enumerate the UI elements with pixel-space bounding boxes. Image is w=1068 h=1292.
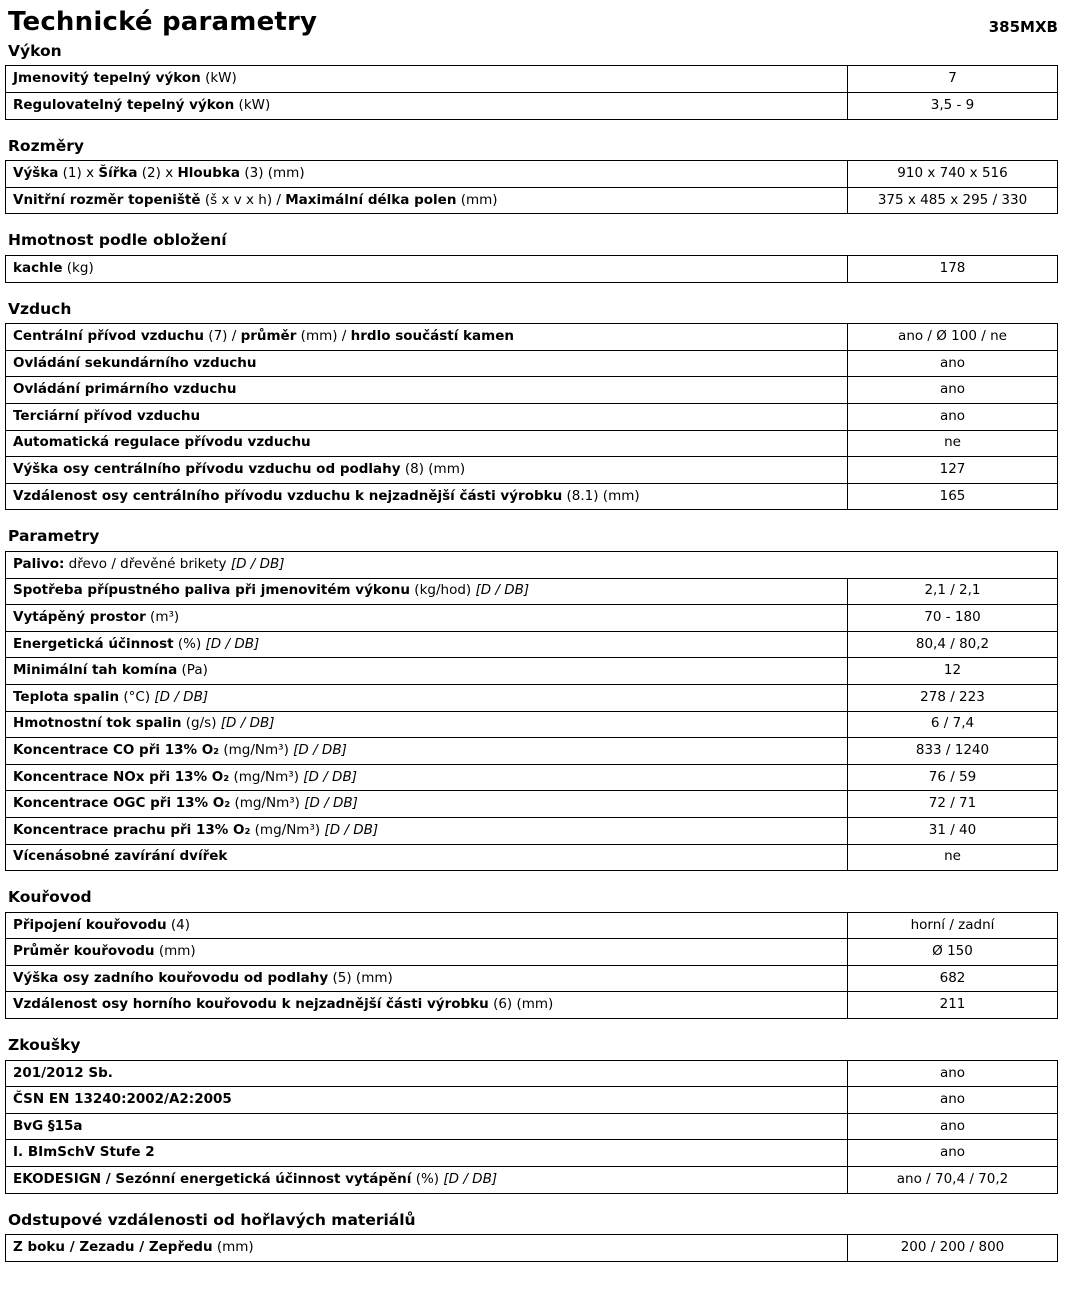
table-row: [6, 631, 1057, 658]
section-title: Kouřovod: [8, 888, 92, 907]
table-row: [6, 604, 1057, 631]
row-value: 910 x 740 x 516: [847, 161, 1057, 187]
table-row: [6, 456, 1057, 483]
row-value: 165: [847, 484, 1057, 510]
spec-table: [5, 160, 1058, 214]
label-segment: I. BImSchV Stufe 2: [13, 1144, 155, 1161]
label-segment: [D / DB]: [293, 742, 347, 758]
spec-table: [5, 255, 1058, 283]
row-value: 7: [847, 66, 1057, 92]
table-row: [6, 1113, 1057, 1140]
label-segment: Automatická regulace přívodu vzduchu: [13, 434, 311, 451]
row-label: [6, 256, 847, 282]
table-row: [6, 1166, 1057, 1193]
label-segment: (%): [173, 635, 206, 652]
row-value: ano: [847, 377, 1057, 403]
row-value: 70 - 180: [847, 605, 1057, 631]
row-label: [6, 712, 847, 738]
row-value: ne: [847, 431, 1057, 457]
row-value: ano / Ø 100 / ne: [847, 324, 1057, 350]
section-title: Hmotnost podle obložení: [8, 231, 227, 250]
label-segment: dřevo / dřevěné brikety: [64, 555, 231, 572]
row-label: [6, 992, 847, 1018]
label-segment: (mg/Nm³): [219, 742, 294, 758]
label-segment: (kW): [234, 96, 271, 113]
table-row: [6, 991, 1057, 1018]
row-label: [6, 377, 847, 403]
row-label: [6, 818, 847, 844]
label-segment: [D / DB]: [220, 715, 275, 732]
label-segment: (g/s): [181, 715, 221, 732]
spec-sections: [5, 42, 1058, 1262]
spec-table: [5, 1060, 1058, 1194]
row-value: ano: [847, 1140, 1057, 1166]
section-title: Parametry: [8, 527, 100, 546]
row-label: [6, 66, 847, 92]
spec-table: [5, 65, 1058, 119]
label-segment: hrdlo součástí kamen: [350, 328, 514, 345]
section-title: Zkoušky: [8, 1036, 81, 1055]
label-segment: Ovládání sekundárního vzduchu: [13, 354, 257, 371]
row-label: [6, 351, 847, 377]
row-label: [6, 791, 847, 817]
label-segment: (m³): [145, 609, 180, 626]
row-label: [6, 161, 847, 187]
label-segment: Maximální délka polen: [285, 191, 457, 208]
section-title: Výkon: [8, 41, 62, 60]
label-segment: [D / DB]: [475, 582, 530, 599]
label-segment: BvG §15a: [13, 1117, 83, 1134]
row-value: 178: [847, 256, 1057, 282]
table-row: [6, 483, 1057, 510]
table-row: [6, 965, 1057, 992]
row-value: 127: [847, 457, 1057, 483]
row-value: 76 / 59: [847, 765, 1057, 791]
label-segment: [D / DB]: [443, 1170, 498, 1187]
label-segment: Vytápěný prostor: [13, 609, 146, 626]
label-segment: (kg): [62, 259, 94, 276]
label-segment: Výška osy zadního kouřovodu od podlahy: [13, 969, 329, 986]
label-segment: Koncentrace OGC při 13% O₂: [13, 795, 231, 812]
section-title: Vzduch: [8, 299, 72, 318]
spec-section: [5, 527, 1058, 871]
label-segment: (mg/Nm³): [229, 768, 304, 785]
table-row: [6, 913, 1057, 939]
table-row: [6, 578, 1057, 605]
spec-table: [5, 1234, 1058, 1262]
row-label: [6, 845, 847, 871]
label-segment: (3) (mm): [240, 165, 305, 182]
row-value: horní / zadní: [847, 913, 1057, 939]
label-segment: [D / DB]: [324, 821, 379, 838]
table-row: [6, 938, 1057, 965]
row-label: [6, 966, 847, 992]
label-segment: (mm): [212, 1239, 254, 1256]
row-label: [6, 431, 847, 457]
spec-table: [5, 912, 1058, 1019]
row-value: ano: [847, 404, 1057, 430]
spec-section: [5, 137, 1058, 215]
row-value: 375 x 485 x 295 / 330: [847, 188, 1057, 214]
table-row: [6, 376, 1057, 403]
row-label: [6, 579, 847, 605]
label-segment: ČSN EN 13240:2002/A2:2005: [13, 1091, 232, 1108]
label-segment: Koncentrace CO při 13% O₂: [13, 742, 220, 758]
label-segment: (°C): [119, 688, 155, 705]
label-segment: [D / DB]: [205, 635, 260, 652]
spec-section: [5, 42, 1058, 120]
label-segment: Ovládání primárního vzduchu: [13, 381, 237, 398]
table-row: [6, 684, 1057, 711]
label-segment: Terciární přívod vzduchu: [13, 407, 201, 424]
table-row: [6, 844, 1057, 871]
table-row: [6, 187, 1057, 214]
label-segment: [D / DB]: [230, 555, 285, 572]
label-segment: Hmotnostní tok spalin: [13, 715, 182, 732]
label-segment: [D / DB]: [303, 768, 357, 785]
label-segment: EKODESIGN / Sezónní energetická účinnost vytápění: [13, 1170, 412, 1187]
table-row: [6, 1139, 1057, 1166]
row-value: 31 / 40: [847, 818, 1057, 844]
model-number: 385MXB: [988, 17, 1058, 36]
label-segment: Průměr kouřovodu: [13, 943, 155, 960]
table-row: [6, 817, 1057, 844]
row-label: [6, 632, 847, 658]
label-segment: Vnitřní rozměr topeniště: [13, 191, 201, 208]
label-segment: (š x v x h) /: [200, 191, 286, 208]
row-label: [6, 913, 847, 939]
label-segment: Z boku / Zezadu / Zepředu: [13, 1239, 213, 1256]
table-row: [6, 350, 1057, 377]
row-value: 6 / 7,4: [847, 712, 1057, 738]
table-row: [6, 1235, 1057, 1261]
label-segment: Připojení kouřovodu: [13, 916, 167, 933]
table-row: [6, 1061, 1057, 1087]
spec-table: [5, 323, 1058, 510]
table-row: [6, 737, 1057, 764]
row-value: ano: [847, 351, 1057, 377]
label-segment: Palivo:: [13, 555, 65, 572]
label-segment: Jmenovitý tepelný výkon: [13, 70, 201, 87]
row-label: [6, 552, 1057, 578]
spec-section: [5, 888, 1058, 1019]
row-value: 200 / 200 / 800: [847, 1235, 1057, 1261]
row-value: 12: [847, 658, 1057, 684]
row-label: [6, 605, 847, 631]
label-segment: Spotřeba přípustného paliva při jmenovitém výkonu: [13, 582, 411, 599]
label-segment: (Pa): [177, 662, 208, 679]
label-segment: Regulovatelný tepelný výkon: [13, 96, 235, 113]
label-segment: (5) (mm): [328, 969, 393, 986]
row-label: [6, 1235, 847, 1261]
label-segment: 201/2012 Sb.: [13, 1064, 113, 1081]
row-value: 3,5 - 9: [847, 93, 1057, 119]
page-title: Technické parametry: [8, 7, 318, 37]
row-label: [6, 1167, 847, 1193]
label-segment: Výška osy centrálního přívodu vzduchu od podlahy: [13, 461, 401, 478]
label-segment: (mm): [456, 191, 498, 208]
row-value: 833 / 1240: [847, 738, 1057, 764]
row-value: 80,4 / 80,2: [847, 632, 1057, 658]
table-row: [6, 256, 1057, 282]
row-value: 211: [847, 992, 1057, 1018]
label-segment: (kW): [200, 70, 237, 87]
row-value: 682: [847, 966, 1057, 992]
row-label: [6, 1114, 847, 1140]
label-segment: Energetická účinnost: [13, 635, 174, 652]
section-title: Rozměry: [8, 136, 85, 155]
table-row: [6, 324, 1057, 350]
row-value: 72 / 71: [847, 791, 1057, 817]
row-label: [6, 188, 847, 214]
spec-section: [5, 300, 1058, 511]
label-segment: Výška: [13, 165, 59, 182]
table-row: [6, 92, 1057, 119]
table-row: [6, 552, 1057, 578]
table-row: [6, 790, 1057, 817]
table-row: [6, 66, 1057, 92]
row-label: [6, 939, 847, 965]
label-segment: (6) (mm): [488, 996, 554, 1013]
label-segment: Vzdálenost osy horního kouřovodu k nejzadnější části výrobku: [13, 996, 489, 1013]
label-segment: Koncentrace prachu při 13% O₂: [13, 821, 251, 838]
label-segment: (mm) /: [296, 328, 351, 345]
spec-section: [5, 231, 1058, 282]
label-segment: [D / DB]: [304, 795, 358, 812]
row-value: ano: [847, 1114, 1057, 1140]
document-header: [5, 8, 1058, 38]
row-label: [6, 93, 847, 119]
table-row: [6, 1086, 1057, 1113]
label-segment: (mm): [154, 943, 196, 960]
label-segment: (2) x: [137, 165, 178, 182]
table-row: [6, 403, 1057, 430]
label-segment: Vícenásobné zavírání dvířek: [13, 848, 228, 865]
label-segment: Hloubka: [177, 165, 241, 182]
label-segment: Vzdálenost osy centrálního přívodu vzduchu k nejzadnější části výrobku: [13, 487, 563, 504]
table-row: [6, 711, 1057, 738]
label-segment: (4): [166, 916, 191, 933]
label-segment: kachle: [13, 259, 63, 276]
spec-table: [5, 551, 1058, 871]
label-segment: průměr: [240, 328, 297, 345]
label-segment: (mg/Nm³): [250, 821, 325, 838]
label-segment: Šířka: [98, 165, 138, 182]
label-segment: Minimální tah komína: [13, 662, 178, 679]
label-segment: (7) /: [204, 328, 241, 345]
row-label: [6, 658, 847, 684]
row-label: [6, 404, 847, 430]
label-segment: Teplota spalin: [13, 688, 120, 705]
row-value: ano / 70,4 / 70,2: [847, 1167, 1057, 1193]
spec-section: [5, 1211, 1058, 1262]
row-label: [6, 1140, 847, 1166]
row-label: [6, 324, 847, 350]
table-row: [6, 657, 1057, 684]
row-label: [6, 1087, 847, 1113]
row-label: [6, 457, 847, 483]
row-value: 2,1 / 2,1: [847, 579, 1057, 605]
row-value: ne: [847, 845, 1057, 871]
label-segment: (8) (mm): [400, 461, 466, 478]
label-segment: [D / DB]: [154, 688, 209, 705]
label-segment: (1) x: [58, 165, 99, 182]
section-title: Odstupové vzdálenosti od hořlavých materiálů: [8, 1210, 416, 1229]
table-row: [6, 764, 1057, 791]
table-row: [6, 430, 1057, 457]
row-label: [6, 1061, 847, 1087]
row-value: ano: [847, 1061, 1057, 1087]
row-label: [6, 738, 847, 764]
label-segment: (8.1) (mm): [562, 487, 640, 504]
row-value: 278 / 223: [847, 685, 1057, 711]
row-label: [6, 765, 847, 791]
label-segment: Koncentrace NOx při 13% O₂: [13, 768, 230, 785]
row-value: ano: [847, 1087, 1057, 1113]
row-value: Ø 150: [847, 939, 1057, 965]
label-segment: (%): [411, 1170, 444, 1187]
spec-section: [5, 1036, 1058, 1194]
row-label: [6, 484, 847, 510]
row-label: [6, 685, 847, 711]
table-row: [6, 161, 1057, 187]
label-segment: (kg/hod): [410, 582, 476, 599]
label-segment: Centrální přívod vzduchu: [13, 328, 205, 345]
label-segment: (mg/Nm³): [230, 795, 305, 812]
